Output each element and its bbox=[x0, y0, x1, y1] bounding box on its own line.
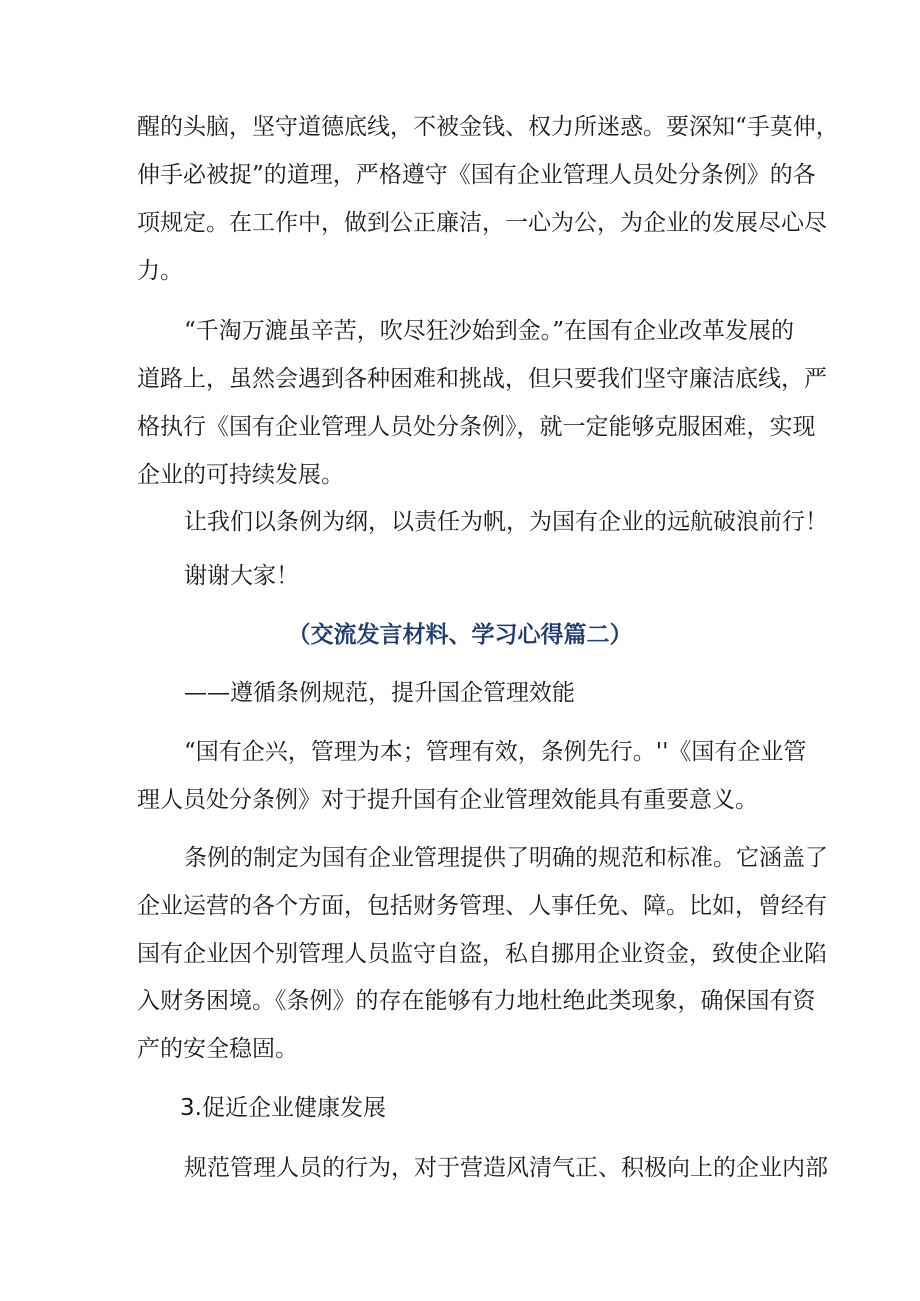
section-heading: （交流发言材料、学习心得篇二） bbox=[287, 621, 633, 648]
paragraph-line: 理人员处分条例》对于提升国有企业管理效能具有重要意义。 bbox=[137, 787, 758, 813]
paragraph-line: 产的安全稳固。 bbox=[137, 1036, 298, 1062]
paragraph-line: 企业的可持续发展。 bbox=[137, 462, 344, 488]
paragraph-line: “千淘万漉虽辛苦，吹尽狂沙始到金。”在国有企业改革发展的 bbox=[184, 318, 795, 344]
paragraph-line: 伸手必被捉”的道理，严格遵守《国有企业管理人员处分条例》的各 bbox=[137, 162, 816, 188]
closing-line: 谢谢大家！ bbox=[184, 563, 299, 589]
paragraph-line: 格执行《国有企业管理人员处分条例》，就一定能够克服困难，实现 bbox=[137, 414, 816, 440]
paragraph-line: 让我们以条例为纲，以责任为帆，为国有企业的远航破浪前行！ bbox=[184, 509, 828, 535]
paragraph-line: 企业运营的各个方面，包括财务管理、人事任免、障。比如，曾经有 bbox=[137, 893, 827, 919]
paragraph-line: 醒的头脑，坚守道德底线，不被金钱、权力所迷惑。要深知“手莫伸， bbox=[137, 114, 839, 140]
subtitle: ——遵循条例规范，提升国企管理效能 bbox=[184, 680, 575, 706]
paragraph-line: 规范管理人员的行为，对于营造风清气正、积极向上的企业内部 bbox=[184, 1155, 828, 1181]
paragraph-line: 入财务困境。《条例》的存在能够有力地杜绝此类现象，确保国有资 bbox=[137, 988, 816, 1014]
paragraph-line: 力。 bbox=[137, 258, 183, 284]
section-title: 3.促近企业健康发展 bbox=[180, 1095, 386, 1121]
paragraph-line: 道路上，虽然会遇到各种困难和挑战，但只要我们坚守廉洁底线，严 bbox=[137, 366, 827, 392]
paragraph-line: 项规定。在工作中，做到公正廉洁，一心为公，为企业的发展尽心尽 bbox=[137, 210, 827, 236]
paragraph-line: 国有企业因个别管理人员监守自盗，私自挪用企业资金，致使企业陷 bbox=[137, 941, 827, 967]
paragraph-line: 条例的制定为国有企业管理提供了明确的规范和标准。它涵盖了 bbox=[184, 845, 828, 871]
paragraph-line: “国有企兴，管理为本；管理有效，条例先行。''《国有企业管 bbox=[184, 739, 807, 765]
